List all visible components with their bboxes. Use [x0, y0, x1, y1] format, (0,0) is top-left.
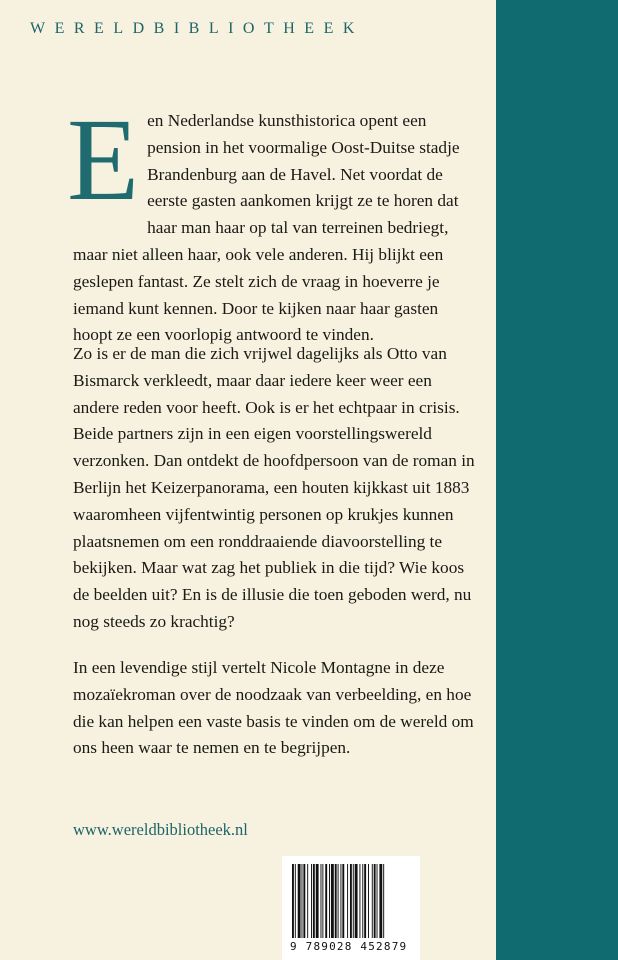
barcode-bar: [331, 864, 334, 938]
barcode-bar: [298, 864, 301, 938]
barcode-bar: [372, 864, 373, 938]
blurb-paragraph-3: In een levendige stijl vertelt Nicole Montagne in deze mozaïekroman over de noodzaak van verbeelding, en hoe die kan helpen een vaste basis te vinden om de wereld om ons heen waar te nemen en te begrijpen.: [73, 658, 474, 758]
barcode-bar: [303, 864, 305, 938]
paragraph-1-text: en Nederlandse kunsthistorica opent een pension in het voormalige Oost-Duitse stadje Brandenburg aan de Havel. Net voordat de eerste gasten aankomen krijgt ze te horen dat haar man haar op tal van terreinen bedriegt, maar niet alleen haar, ook vele anderen. Hij blijkt een geslepen fantast. Ze stelt zich de vraag in hoeverre je iemand kunt kennen. Door te kijken naar haar gasten hoopt ze een voorlopig antwoord te vinden.: [73, 111, 460, 345]
teal-spine-band: [496, 0, 618, 960]
barcode-bar: [362, 864, 363, 938]
isbn-digits: 9 789028 452879: [290, 940, 408, 953]
barcode-bar: [322, 864, 323, 938]
barcode-bar: [374, 864, 376, 938]
barcode-bars: [292, 864, 410, 938]
publisher-name: WERELDBIBLIOTHEEK: [30, 20, 364, 37]
barcode-bar: [383, 864, 384, 938]
barcode-bar: [338, 864, 339, 938]
barcode-bar: [355, 864, 358, 938]
barcode-bar: [292, 864, 294, 938]
barcode-bar: [347, 864, 348, 938]
barcode-bar: [379, 864, 382, 938]
drop-cap: E: [67, 94, 140, 225]
barcode-bar: [342, 864, 344, 938]
barcode-bar: [295, 864, 296, 938]
barcode-bar: [321, 864, 322, 938]
barcode-bar: [307, 864, 308, 938]
blurb-paragraph-1: [67, 94, 478, 349]
website-link[interactable]: www.wereldbibliotheek.nl: [73, 820, 248, 839]
barcode-bar: [340, 864, 341, 938]
barcode-bar: [368, 864, 369, 938]
barcode-bar: [350, 864, 352, 938]
barcode-bar: [329, 864, 330, 938]
barcode-bar: [311, 864, 312, 938]
barcode-bar: [359, 864, 360, 938]
barcode-bar: [302, 864, 303, 938]
barcode-bar: [316, 864, 319, 938]
blurb-paragraph-2: Zo is er de man die zich vrijwel dagelijks als Otto van Bismarck verkleedt, maar daar iedere keer weer een andere reden voor heeft. Ook is er het echtpaar in crisis. Beide partners zijn in een eigen voorstellingswereld verzonken. Dan ontdekt de hoofdpersoon van de roman in Berlijn het Keizerpanorama, een houten kijkkast uit 1883 waaromheen vijfentwintig personen op krukjes kunnen plaatsnemen om een ronddraaiende diavoorstelling te bekijken. Maar wat zag het publiek in die tijd? Wie koos de beelden uit? En is de illusie die toen geboden werd, nu nog steeds zo krachtig?: [73, 344, 475, 631]
isbn-barcode: [282, 856, 420, 960]
barcode-bar: [325, 864, 327, 938]
barcode-bar: [377, 864, 378, 938]
barcode-bar: [335, 864, 337, 938]
barcode-bar: [313, 864, 315, 938]
barcode-bar: [353, 864, 354, 938]
barcode-bar: [364, 864, 366, 938]
